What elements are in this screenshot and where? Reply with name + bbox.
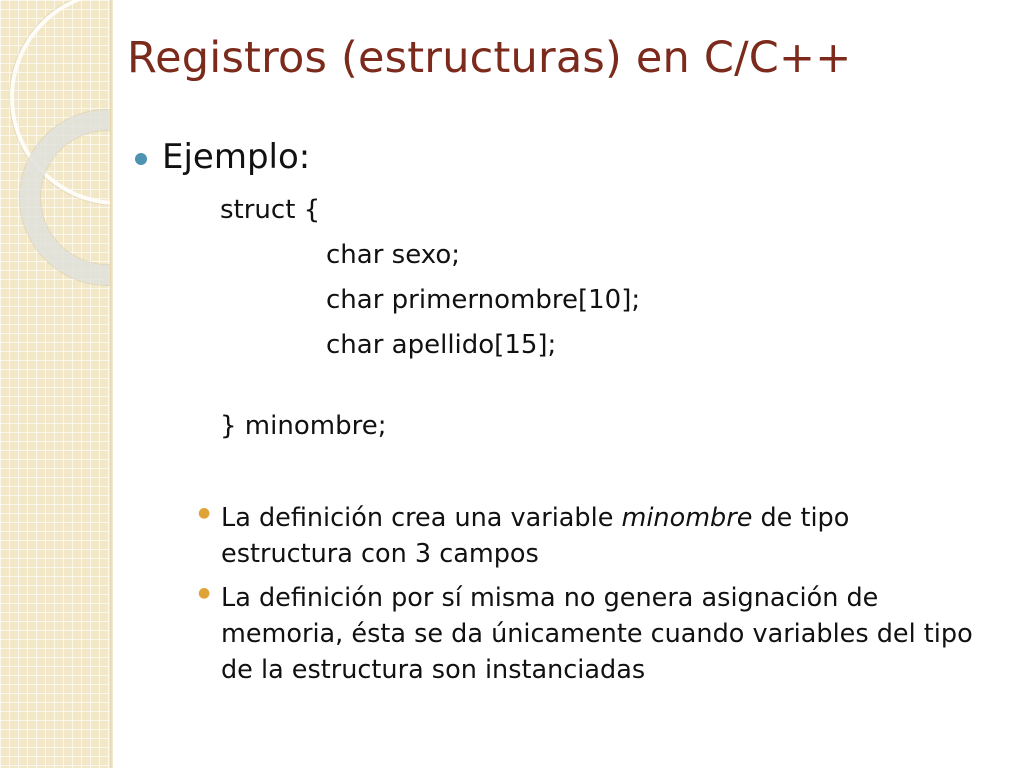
code-line-field-sexo: char sexo; [326,240,460,270]
code-line-struct-close: } minombre; [220,411,387,441]
note-text [221,500,988,572]
slide-title: Registros (estructuras) en C/C++ [127,33,852,83]
note-text: La definición por sí misma no genera asignación de memoria, ésta se da únicamente cuando variables del tipo de la estructura son instanciadas [221,583,973,685]
note-item [198,500,988,572]
code-line-struct-open: struct { [220,195,321,225]
note-item [198,580,988,688]
code-line-field-apellido: char apellido[15]; [326,330,557,360]
note-text-part: de tipo estructura con 3 campos [221,503,850,569]
code-line-field-primernombre: char primernombre[10]; [326,285,641,315]
bullet-dot-icon: ● [198,505,211,521]
variable-name: minombre [621,503,753,533]
note-text-part: La definición crea una variable [221,503,622,533]
bullet-label: Ejemplo: [162,137,311,177]
bullet-dot-icon: ● [198,585,211,601]
bullet-example [135,137,310,178]
sidebar-divider [110,0,113,768]
decorative-sidebar [0,0,110,768]
bullet-dot-icon [135,153,147,165]
